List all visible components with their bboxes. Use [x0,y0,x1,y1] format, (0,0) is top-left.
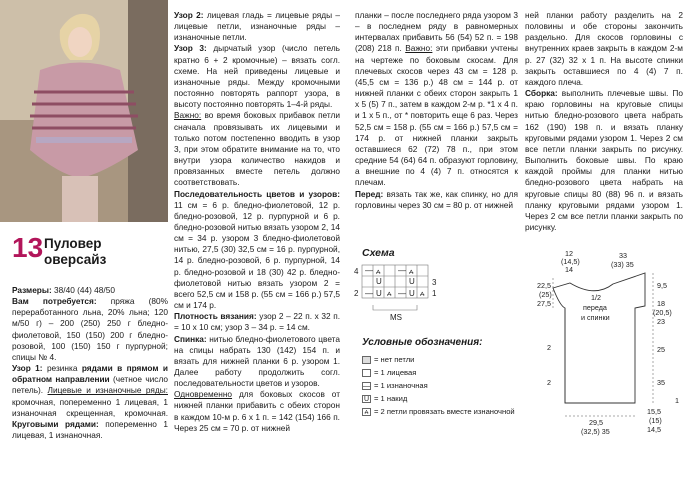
column-2 [174,10,340,434]
title-line-1: Пуловер [44,236,102,251]
legend-item-yarn-over [362,394,407,403]
column-1 [12,285,168,441]
model-illustration [0,0,168,222]
pattern-1-type: резинка [46,363,78,374]
pattern-3-paragraph [174,43,340,110]
dim-top-left-2: (14,5) [561,257,580,266]
dim-left-2: (25) [539,290,552,299]
pattern-1-direction: рядами в прямом и обратном направлении [12,363,168,385]
svg-text:—: — [398,289,406,298]
dim-bottom-right-2: (15) [649,416,662,425]
col3-important-label: Важно: [405,43,433,54]
pattern-3-label: Узор 3: [174,43,207,54]
piece-label-2: переда [583,303,607,312]
back-label: Спинка: [174,333,207,344]
dim-bottom-mid-1: 29,5 [589,418,603,427]
back-text: нитью бледно-фиолетового цвета на спицы набрать 130 (142) 154 п. и вязать для нижней планки 6 р. узором 1. Далее работу продолжить согл. последовательности цветов и узоров. [174,333,340,389]
svg-text:—: — [398,266,406,275]
dim-bottom-right-1: 15,5 [647,407,661,416]
front-text: вязать так же, как спинку, но для горловины через 30 см = 80 р. от нижней [355,188,518,210]
svg-text:2: 2 [354,289,359,298]
important-paragraph [174,110,340,188]
important-text: во время боковых прибавок петли сначала провязывать их лицевыми и только потом постепенно вводить в узор 3, при этом обратите внимание на то, что внутри узора количество накидов и провязанных вместе петель должно соответствовать. [174,110,340,188]
important-label: Важно: [174,110,202,121]
piece-label-1: 1/2 [591,293,601,302]
dim-top-left-3: 14 [565,265,573,274]
dim-left-3: 27,5 [537,299,551,308]
dim-right-3: (20,5) [653,308,672,317]
dim-left-1: 22,5 [537,281,551,290]
legend-text: = 1 накид [374,394,408,403]
svg-text:⩜: ⩜ [409,267,414,276]
materials-paragraph [12,296,168,363]
knit-icon [362,369,371,377]
pattern-1-rows: кромочная, попеременно 1 лицевая, 1 изнаночная скрещенная, кромочная. [12,396,168,418]
title-line-2: оверсайз [44,252,107,267]
no-stitch-icon [362,356,371,364]
scheme-title: Схема [362,247,395,259]
dim-bottom-edge: 1 [675,396,679,405]
simultaneous-label: Одновременно [174,389,233,400]
materials-label: Вам потребуется: [12,296,97,307]
dim-low-right: 35 [657,378,665,387]
pattern-1-round-label: Круговыми рядами: [12,418,99,429]
dim-low-left: 2 [547,378,551,387]
density-text: узор 2 – 22 п. x 32 п. = 10 x 10 см; узор 3 – 34 р. = 14 см. [174,311,341,333]
svg-text:—: — [365,266,373,275]
svg-text:1: 1 [432,289,437,298]
legend-item-no-stitch [362,355,414,364]
legend-title: Условные обозначения: [362,337,483,348]
sizes-value: 38/40 (44) 48/50 [54,285,115,295]
legend-text: = 1 изнаночная [374,381,428,390]
dim-bottom-mid-2: (32,5) 35 [581,427,610,436]
assembly-label: Сборка: [525,88,558,99]
col3-paragraph-1 [355,10,518,189]
dim-top-right-2: (33) 35 [611,260,634,269]
pattern-2-text: лицевая гладь = лицевые ряды – лицевые петли, изнаночные ряды – изнаночные петли. [174,10,340,43]
chart-ms-label: MS [390,313,402,322]
model-photo [0,0,168,222]
pattern-1-note: (четное число петель). [12,374,169,396]
purl-two-together-icon: ⩜ [362,408,371,416]
legend-text: = 2 петли провязать вместе изнаночной [374,407,515,416]
svg-text:⩜: ⩜ [387,289,392,298]
svg-text:3: 3 [432,278,437,287]
pattern-1-round: попеременно 1 лицевая, 1 изнаночная. [12,418,168,441]
simultaneous-paragraph [174,389,340,434]
sequence-label: Последовательность цветов и узоров: [174,188,340,199]
assembly-text: выполнить плечевые швы. По краю горловины на круговые спицы нитью бледно-розового цвета набрать 162 (190) 198 п. и вязать планку круговыми рядами узором 1. Через 2 см все петли планки закрыть по рисунку. Выполнить боковые швы. По краю каждой проймы для планки нитью бледно-розового цвета набрать на круговые спицы 80 (88) 96 п. и вязать планку круговыми рядами узором 1. Через 2 см все петли планки закрыть по рисунку. [525,88,683,232]
dim-mid-left: 2 [547,343,551,352]
yarn-over-icon: U [363,395,370,403]
svg-text:⩜: ⩜ [376,267,381,276]
sequence-text: 11 см = 6 р. бледно-фиолетовой, 12 р. бледно-розовой, 12 р. пурпурной и 6 р. бледно-розовой нитью вязать узором 2, 14 см = 34 р. узором 3 бледно-фиолетовой нитью, 27,5 (30) 32,5 см = 16 р. пурпурной, 14 р. бледно-розовой, 6 р. пурпурной, 14 р. бледно-розовой и 18 (30) 42 р. бледно-фиолетовой нитью вязать узором 2 = всего 52,5 см и 158 р. (55 см = 166 р.) 57,5 см и 174 р. [174,199,340,311]
legend-item-knit [362,368,416,377]
legend-item-purl [362,381,428,390]
dim-right-4: 23 [657,317,665,326]
pattern-number: 13 [12,232,44,263]
dim-right-1: 9,5 [657,281,667,290]
pattern-1-rows-label: Лицевые и изнаночные ряды: [47,385,168,396]
svg-text:4: 4 [354,267,359,276]
density-label: Плотность вязания: [174,311,257,322]
pattern-1-paragraph [12,363,168,441]
front-label: Перед: [355,188,384,199]
pattern-3-text: дырчатый узор (число петель кратно 6 + 2 кромочные) – вязать согл. схеме. На ней приведены лицевые и изнаночные ряды. Между кромочными постоянно повторять раппорт узора, в высоту постоянно повторять 1–4-й ряды. [174,43,341,110]
back-paragraph [174,334,340,390]
col4-paragraph-1: ней планки работу разделить на 2 половины и обе стороны закончить раздельно. Для скосов горловины с внутренних краев закрыть в каждом 2-м р. 27 (32) 32 x 1 п. На высоте спинки закрыть оставшиеся по 4 (4) 7 п. каждого плеча. [525,10,683,87]
sizes-paragraph [12,285,168,296]
svg-text:U: U [409,289,415,298]
legend-item-p2tog [362,407,515,416]
legend-text: = 1 лицевая [374,368,417,377]
col3-text-1: планки – после последнего ряда узором 3 – в последнем ряду в равномерных интервалах прибавить 56 (54) 52 п. = 198 (208) 218 п. [355,10,518,54]
knitting-chart [352,262,452,328]
front-paragraph [355,189,518,211]
garment-schematic [535,248,685,473]
dim-bottom-right-3: 14,5 [647,425,661,434]
materials-text: пряжа (80% переработанного льна, 20% льна; 120 м/50 г) – 200 (250) 250 г бледно-фиолетовой, 150 (150) 200 г бледно-розовой, 100 (150) 150 г пурпурной; спицы № 4. [12,296,168,362]
pattern-1-label: Узор 1: [12,363,43,374]
legend-text: = нет петли [374,355,415,364]
svg-text:U: U [376,277,382,286]
svg-text:U: U [409,277,415,286]
piece-label-3: и спинки [581,313,610,322]
assembly-paragraph [525,88,683,233]
purl-icon: — [363,382,370,390]
column-4 [525,10,683,233]
col3-text-2: эти прибавки учтены на чертеже по боковым скосам. Для плечевых скосов через 43 см = 128 р. (45,5 см = 136 р.) 48 см = 144 р. от нижней планки с обеих сторон закрыть 1 x 5 (5) 7 п., затем в каждом 2-м р. *1 x 4 п. и 1 x 5 п., от * повторить еще 6 раз. Через 52,5 см = 158 р. (55 см = 166 р.) 57,5 см = 174 р. от нижней планки закрыть оставшиеся 62 (72) 78 п., при этом средние 54 (64) 64 п. образуют горловину, а внешние по 4 (4) 7 п. относятся к плечам. [355,43,519,188]
svg-text:U: U [376,289,382,298]
sequence-paragraph [174,189,340,312]
dim-top-right: 33 [619,251,627,260]
pattern-2-label: Узор 2: [174,10,204,20]
pattern-title [44,236,106,268]
column-3 [355,10,518,211]
simultaneous-text: для боковых скосов от нижней планки прибавить с обеих сторон в каждом 10-м р. 6 x 1 п. = 142 (154) 166 п. Через 25 см = 70 р. от нижней [174,389,341,433]
dim-right-2: 18 [657,299,665,308]
dim-top-left: 12 [565,249,573,258]
pattern-2-paragraph [174,10,340,43]
svg-text:—: — [365,289,373,298]
density-paragraph [174,311,340,333]
sizes-label: Размеры: [12,285,52,295]
dim-mid-right: 25 [657,345,665,354]
svg-text:⩜: ⩜ [420,289,425,298]
